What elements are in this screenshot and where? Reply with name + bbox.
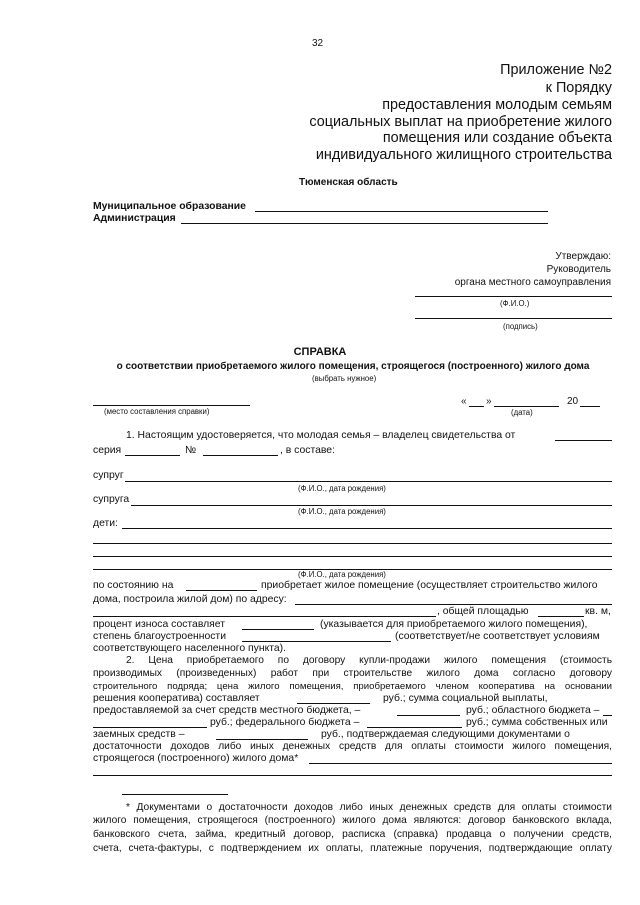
- s1-p4-b: (указывается для приобретаемого жилого помещения),: [320, 619, 588, 630]
- fio-caption: (Ф.И.О.): [500, 299, 530, 308]
- municipality-label: Муниципальное образование: [93, 201, 246, 212]
- composition-label: , в составе:: [280, 445, 335, 456]
- appendix-line-6: индивидуального жилищного строительства: [315, 147, 612, 163]
- local-budget-field[interactable]: [397, 715, 460, 716]
- series-label: серия: [93, 445, 122, 456]
- number-field[interactable]: [203, 455, 278, 456]
- address-field-2[interactable]: [93, 616, 436, 617]
- regional-budget-field-start[interactable]: [603, 715, 612, 716]
- s1-p1-a: по состоянию на: [93, 580, 174, 591]
- s2-line-5-b: руб.; областного бюджета –: [466, 705, 600, 716]
- s2-line-4-b: руб.; сумма социальной выплаты,: [383, 693, 548, 704]
- s1-line-1: 1. Настоящим удостоверяется, что молодая семья – владелец свидетельства от: [126, 430, 516, 441]
- s1-p6: соответствующего населенного пункта).: [93, 643, 287, 654]
- s1-p4-a: процент износа составляет: [93, 619, 225, 630]
- s1-p1-b: приобретает жилое помещение (осуществляет строительство жилого: [261, 580, 598, 591]
- footnote-line-3: банковского счета, займа, кредитный договор, расписка (справка) продавца о получении средств,: [93, 829, 612, 840]
- husband-field[interactable]: [125, 481, 612, 482]
- place-caption: (место составления справки): [104, 407, 210, 416]
- amenities-field[interactable]: [242, 641, 391, 642]
- s2-line-3: строительного подряда; цена жилого помещения, приобретаемого членом кооператива на основании: [93, 681, 612, 692]
- date-quote-close: »: [486, 396, 492, 407]
- footnote-line-2: жилого помещения, строящегося (построенного) жилого дома являются: договор банковского вклада,: [93, 815, 612, 826]
- wife-label: супруга: [93, 494, 130, 505]
- approver-signature-field[interactable]: [415, 318, 612, 319]
- federal-budget-field[interactable]: [367, 727, 462, 728]
- children-label: дети:: [93, 518, 118, 529]
- address-field-1[interactable]: [295, 604, 612, 605]
- footnote-line-1: * Документами о достаточности доходов либо иных денежных средств для оплаты стоимости: [126, 802, 612, 813]
- date-month-field[interactable]: [494, 406, 559, 407]
- s2-line-6-b: руб.; сумма собственных или: [466, 717, 608, 728]
- s2-line-5-a: предоставляемой за счет средств местного бюджета, –: [93, 705, 361, 716]
- own-funds-field[interactable]: [216, 739, 308, 740]
- s2-line-8: достаточности доходов либо иных денежных средств для оплаты стоимости жилого помещения,: [93, 741, 612, 752]
- s1-p5-b: (соответствует/не соответствует условиям: [395, 631, 600, 642]
- number-label: №: [185, 445, 197, 456]
- appendix-line-4: социальных выплат на приобретение жилого: [309, 114, 612, 130]
- children-field-3[interactable]: [93, 556, 612, 557]
- s1-p3-b: кв. м,: [585, 606, 611, 617]
- series-field[interactable]: [125, 455, 180, 456]
- footnote-separator: [122, 794, 228, 795]
- wife-field[interactable]: [131, 505, 612, 506]
- head-label: Руководитель: [546, 264, 611, 275]
- children-field-1[interactable]: [122, 528, 612, 529]
- appendix-line-3: предоставления молодым семьям: [382, 97, 612, 113]
- as-of-date-field[interactable]: [186, 590, 257, 591]
- regional-budget-field[interactable]: [93, 727, 207, 728]
- date-quote-open: «: [461, 396, 467, 407]
- s2-line-9: строящегося (построенного) жилого дома*: [93, 753, 299, 764]
- documents-field-1[interactable]: [309, 763, 612, 764]
- s2-line-6-a: руб.; федерального бюджета –: [210, 717, 360, 728]
- document-subtitle: о соответствии приобретаемого жилого помещения, строящегося (построенного) жилого дома: [116, 361, 590, 372]
- administration-label: Администрация: [93, 213, 176, 224]
- children-field-2[interactable]: [93, 543, 612, 544]
- s2-line-7-b: руб., подтверждаемая следующими документами о: [321, 729, 570, 740]
- s2-line-2: производимых (произведенных) работ при строительстве жилого дома согласно договору: [93, 668, 612, 679]
- s1-p5-a: степень благоустроенности: [93, 631, 226, 642]
- appendix-line-1: Приложение №2: [500, 62, 612, 78]
- municipality-field[interactable]: [255, 211, 548, 212]
- s1-p3-a: , общей площадью: [437, 606, 529, 617]
- s2-line-4-a: решения кооператива) составляет: [93, 693, 260, 704]
- date-caption: (дата): [511, 408, 533, 417]
- wife-caption: (Ф.И.О., дата рождения): [298, 507, 386, 516]
- date-year-field[interactable]: [580, 406, 600, 407]
- footnote-line-4: счета, счета-фактуры, с подтверждением их оплаты, платежные поручения, подтверждающие оплату: [93, 843, 612, 854]
- place-field[interactable]: [93, 405, 250, 406]
- husband-caption: (Ф.И.О., дата рождения): [298, 484, 386, 493]
- page-number: 32: [312, 38, 324, 49]
- husband-label: супруг: [93, 470, 124, 481]
- date-year-prefix: 20: [567, 396, 579, 407]
- approve-label: Утверждаю:: [555, 251, 611, 262]
- documents-field-2[interactable]: [93, 775, 612, 776]
- region: Тюменская область: [299, 177, 398, 188]
- appendix-line-5: помещения или создание объекта: [382, 130, 612, 146]
- organ-label: органа местного самоуправления: [454, 277, 611, 288]
- choose-caption: (выбрать нужное): [312, 374, 377, 383]
- area-field[interactable]: [538, 616, 584, 617]
- s1-p2: дома, построила жилой дом) по адресу:: [93, 594, 287, 605]
- wear-field[interactable]: [242, 629, 314, 630]
- signature-caption: (подпись): [503, 322, 538, 331]
- s2-line-1: 2. Цена приобретаемого по договору купли-продажи жилого помещения (стоимость: [126, 655, 612, 666]
- s2-line-7-a: заемных средств –: [93, 729, 185, 740]
- administration-field[interactable]: [181, 223, 548, 224]
- children-caption: (Ф.И.О., дата рождения): [298, 570, 386, 579]
- appendix-line-2: к Порядку: [545, 80, 612, 96]
- price-field[interactable]: [297, 703, 370, 704]
- certificate-date-field[interactable]: [555, 440, 612, 441]
- document-title: СПРАВКА: [293, 346, 347, 358]
- approver-fio-field[interactable]: [415, 296, 612, 297]
- date-day-field[interactable]: [469, 406, 484, 407]
